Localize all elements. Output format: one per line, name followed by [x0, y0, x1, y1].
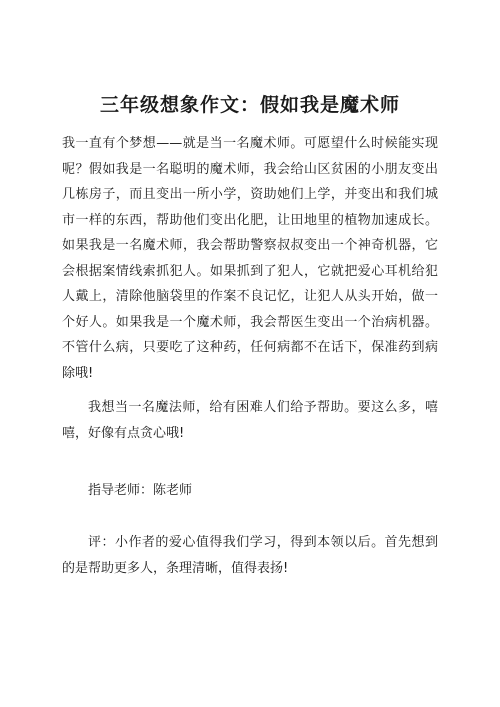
paragraph-teacher: 指导老师：陈老师 — [88, 483, 193, 498]
paragraph-wish: 我想当一名魔法师，给有困难人们给予帮助。要这么多，嘻嘻，好像有点贪心哦! — [62, 400, 438, 441]
document-title: 三年级想象作文：假如我是魔术师 — [99, 94, 400, 116]
paragraph-dream: 我一直有个梦想——就是当一名魔术师。可愿望什么时候能实现呢？假如我是一名聪明的魔术师，我会给山区贫困的小朋友变出几栋房子，而且变出一所小学，资助她们上学，并变出和我们城市一样的东西，帮助他们变出化肥，让田地里的植物加速成长。如果我是一名魔术师，我会帮助警察叔叔变出一个神奇机器，它会根据案情线索抓犯人。如果抓到了犯人，它就把爱心耳机给犯人戴上，清除他脑袋里的作案不良记忆，让犯人从头开始，做一个好人。如果我是一个魔术师，我会帮医生变出一个治病机器。不管什么病，只要吃了这种药，任何病都不在话下，保准药到病除哦! — [62, 136, 438, 381]
paragraph-comment: 评：小作者的爱心值得我们学习，得到本领以后。首先想到的是帮助更多人，条理清晰，值得表扬! — [62, 535, 438, 576]
